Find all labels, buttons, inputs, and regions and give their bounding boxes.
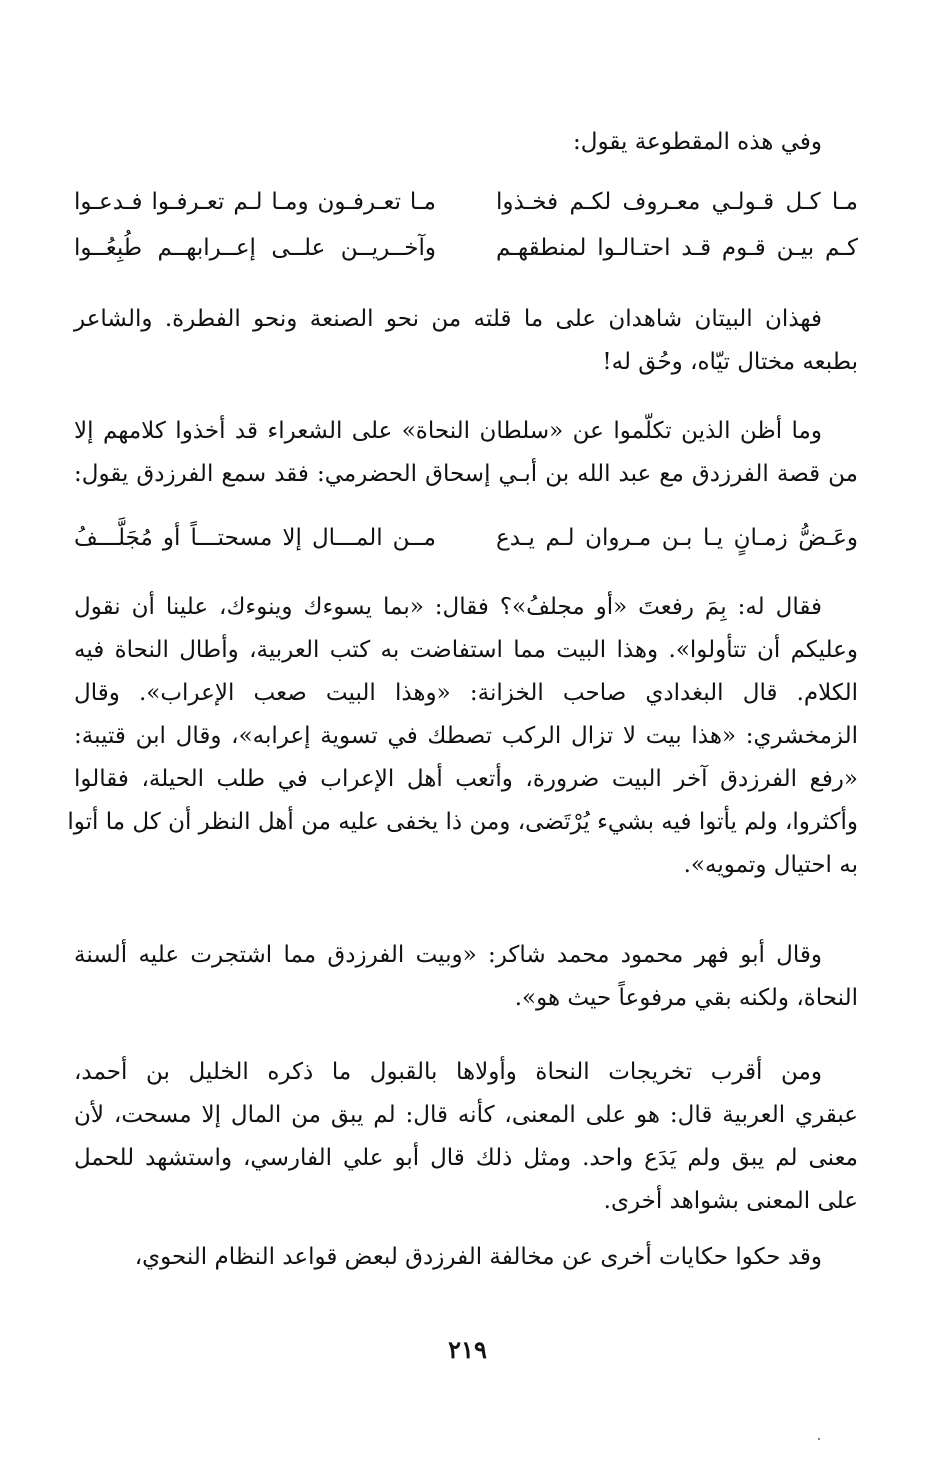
paragraph-1-line-1: فهذان البيتان شاهدان على ما قلته من نحو الصنعة ونحو الفطرة. والشاعر [74,306,822,332]
verse-1-first-hemistich: مـا كـل قـولـي معـروف لكـم فخـذوا [496,189,858,215]
verse-2 [74,228,858,268]
paragraph-3-line-4: الزمخشري: «هذا بيت لا تزال الركب تصطك في تسوية إعرابه»، وقال ابن قتيبة: [74,723,858,749]
intro-line: وفي هذه المقطوعة يقول: [573,129,822,155]
verse-1-second-hemistich: مـا تعـرفـون ومـا لـم تعـرفـوا فـدعـوا [74,189,436,215]
verse-1 [74,182,858,222]
page-number: ٢١٩ [448,1335,487,1364]
verse-3 [74,518,858,558]
scan-speck [818,1438,820,1440]
paragraph-4-line-2: النحاة، ولكنه بقي مرفوعاً حيث هو». [514,985,858,1011]
verse-2-second-hemistich: وآخــريــن علــى إعــرابهــم طُبِعُــوا [74,235,436,261]
paragraph-3-line-2: وعليكم أن تتأولوا». وهذا البيت مما استفاضت به كتب العربية، وأطال النحاة فيه [74,637,858,663]
paragraph-3-line-3: الكلام. قال البغدادي صاحب الخزانة: «وهذا البيت صعب الإعراب». وقال [74,680,858,706]
paragraph-3-line-7: به احتيال وتمويه». [683,852,858,878]
verse-2-first-hemistich: كـم بيـن قـوم قـد احتـالـوا لمنطقهـم [496,235,858,261]
paragraph-5-line-2: عبقري العربية قال: هو على المعنى، كأنه قال: لم يبق من المال إلا مسحت، لأن [74,1102,858,1128]
paragraph-3-line-5: «رفع الفرزدق آخر البيت ضرورة، وأتعب أهل الإعراب في طلب الحيلة، فقالوا [74,766,858,792]
paragraph-3-line-6: وأكثروا، ولم يأتوا فيه بشيء يُرْتَضى، ومن ذا يخفى عليه من أهل النظر أن كل ما أتوا [67,809,858,835]
paragraph-3-line-1: فقال له: بِمَ رفعتَ «أو مجلفُ»؟ فقال: «بما يسوءك وينوءك، علينا أن نقول [74,594,822,620]
verse-3-first-hemistich: وعَـضُّ زمـانٍ يـا بـن مـروان لـم يـدع [496,525,858,551]
paragraph-4-line-1: وقال أبو فهر محمود محمد شاكر: «وبيت الفرزدق مما اشتجرت عليه ألسنة [74,942,822,968]
paragraph-5-line-4: على المعنى بشواهد أخرى. [603,1188,858,1214]
paragraph-2-line-1: وما أظن الذين تكلّموا عن «سلطان النحاة» على الشعراء قد أخذوا كلامهم إلا [74,418,822,444]
paragraph-1-line-2: بطبعه مختال تيّاه، وحُق له! [602,349,858,375]
paragraph-5-line-3: معنى لم يبق ولم يَدَع واحد. ومثل ذلك قال أبو علي الفارسي، واستشهد للحمل [74,1145,858,1171]
paragraph-2-line-2: من قصة الفرزدق مع عبد الله بن أبـي إسحاق الحضرمي: فقد سمع الفرزدق يقول: [74,461,858,487]
verse-3-second-hemistich: مــن المـــال إلا مسحتـــاً أو مُجَلَّـــفُ [74,525,436,551]
paragraph-6-line-1: وقد حكوا حكايات أخرى عن مخالفة الفرزدق لبعض قواعد النظام النحوي، [134,1244,822,1270]
paragraph-5-line-1: ومن أقرب تخريجات النحاة وأولاها بالقبول ما ذكره الخليل بن أحمد، [74,1059,822,1085]
